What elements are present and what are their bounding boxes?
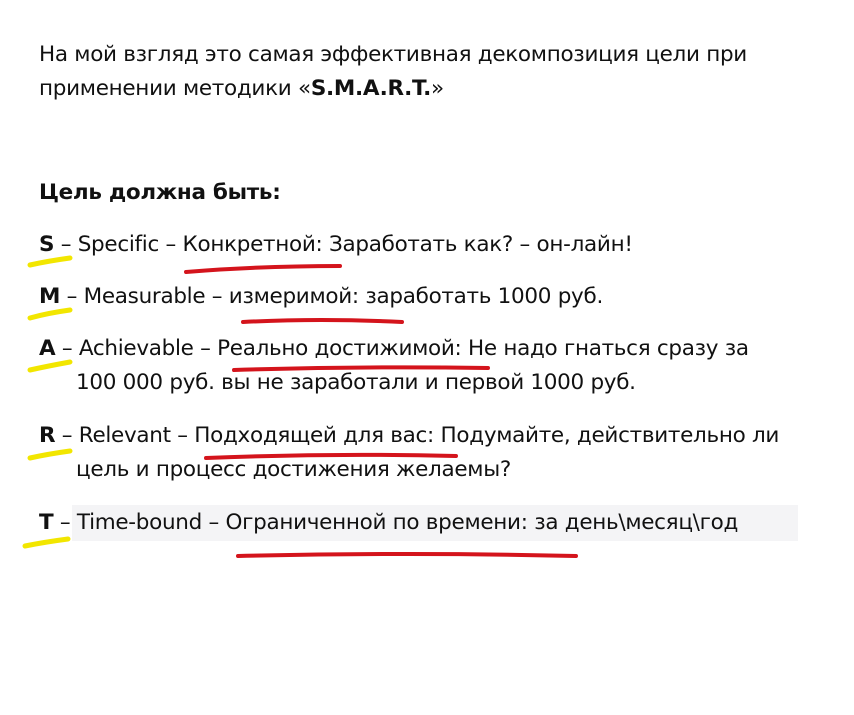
- smart-item-r: [39, 419, 839, 487]
- section-heading: Цель должна быть:: [39, 180, 281, 205]
- item-letter: M: [39, 284, 61, 309]
- item-letter: S: [39, 232, 55, 257]
- item-text: – Relevant – Подходящей для вас: Подумайте, действительно ли: [55, 423, 780, 448]
- smart-item-t: [39, 506, 839, 540]
- item-text: – Time-bound – Ограниченной по времени: за день\месяц\год: [53, 510, 739, 535]
- smart-item-s: [39, 228, 839, 262]
- yellow-underline-t: [25, 539, 68, 546]
- smart-item-m: [39, 280, 839, 314]
- red-underline-specific: [186, 266, 340, 272]
- item-text-continued: 100 000 руб. вы не заработали и первой 1000 руб.: [76, 370, 636, 395]
- intro-text: На мой взгляд это самая эффективная декомпозиция цели при применении методики «: [39, 42, 747, 101]
- item-letter: R: [39, 423, 56, 448]
- item-letter: T: [39, 510, 54, 535]
- intro-closing-quote: »: [430, 76, 444, 101]
- item-letter: A: [39, 336, 56, 361]
- item-text: – Specific – Конкретной: Заработать как? – он-лайн!: [54, 232, 633, 257]
- smart-item-a: [39, 332, 839, 400]
- item-text: – Achievable – Реально достижимой: Не надо гнаться сразу за: [55, 336, 749, 361]
- red-underline-time-bound: [238, 554, 576, 556]
- item-text-continued: цель и процесс достижения желаемы?: [76, 457, 511, 482]
- intro-smart-acronym: S.M.A.R.T.: [310, 76, 431, 101]
- intro-paragraph: [39, 38, 819, 106]
- item-text: – Measurable – измеримой: заработать 1000 руб.: [60, 284, 603, 309]
- red-underline-measurable: [243, 320, 402, 322]
